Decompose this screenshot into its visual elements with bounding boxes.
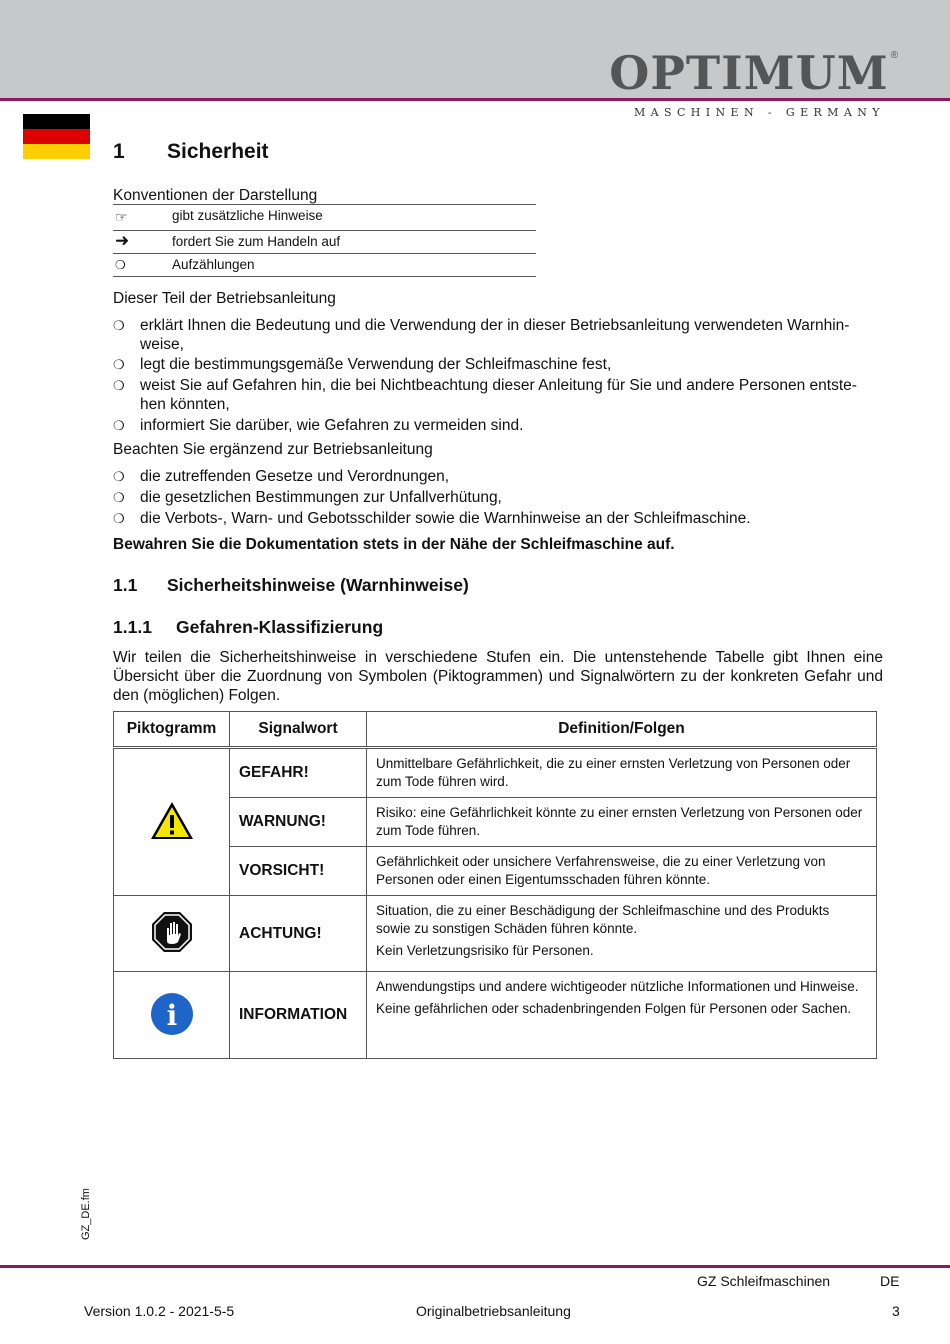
definition-text: Keine gefährlichen oder schadenbringenden Folgen für Personen oder Sachen.: [376, 1001, 852, 1016]
list-item: [113, 355, 883, 374]
list-item: [113, 416, 883, 435]
footer-rule: [0, 1265, 950, 1268]
subsection-title: Sicherheitshinweise (Warnhinweise): [167, 575, 469, 595]
convention-text: Aufzählungen: [172, 257, 255, 272]
definition-cell: [367, 896, 877, 972]
table-row: [114, 748, 877, 798]
signal-word: WARNUNG!: [230, 798, 367, 847]
header-definition: Definition/Folgen: [367, 712, 877, 748]
list-item: [113, 376, 883, 414]
bold-note: Bewahren Sie die Dokumentation stets in der Nähe der Schleifmaschine auf.: [113, 536, 675, 553]
bullet-circle-icon: ❍: [113, 318, 125, 333]
list-item-text: weist Sie auf Gefahren hin, die bei Nichtbeachtung dieser Anleitung für Sie und andere Personen entste-: [140, 377, 857, 394]
convention-text: fordert Sie zum Handeln auf: [172, 234, 341, 249]
optimum-logo: [609, 46, 898, 100]
classification-text: Wir teilen die Sicherheitshinweise in verschiedene Stufen ein. Die untenstehende Tabelle gibt Ihnen eine Übersicht über die Zuordnung von Symbolen (Piktogrammen) und Signalwörtern zu der konkreten Gefahr und den (möglichen) Folgen.: [113, 649, 883, 704]
definition-text: Anwendungstips und andere wichtigeoder nützliche Informationen und Hinweise.: [376, 979, 859, 994]
subsubsection-title: Gefahren-Klassifizierung: [176, 617, 384, 637]
stop-hand-icon: [151, 911, 193, 953]
footer-language: DE: [880, 1273, 900, 1289]
table-row: [114, 896, 877, 972]
section-number: 1: [113, 140, 125, 163]
signal-word: INFORMATION: [230, 972, 367, 1059]
footer-document: Originalbetriebsanleitung: [416, 1303, 571, 1319]
list-item-text: legt die bestimmungsgemäße Verwendung der Schleifmaschine fest,: [140, 356, 612, 373]
conventions-table: [113, 204, 536, 277]
arrow-right-icon: ➜: [115, 231, 130, 250]
definition-text: Gefährlichkeit oder unsichere Verfahrensweise, die zu einer Verletzung von Personen oder einen Eigentumsschaden führen könnte.: [376, 854, 826, 887]
pointing-hand-icon: ☞: [115, 209, 128, 225]
page-number: 3: [892, 1303, 900, 1319]
list-item-text: die gesetzlichen Bestimmungen zur Unfallverhütung,: [140, 489, 502, 506]
hazard-table: [113, 711, 877, 1059]
subsubsection-heading: [113, 617, 383, 638]
header-signalwort: Signalwort: [230, 712, 367, 748]
section-title: Sicherheit: [167, 140, 269, 163]
signal-word: GEFAHR!: [230, 748, 367, 798]
footer-version: Version 1.0.2 - 2021-5-5: [84, 1303, 235, 1319]
information-icon: [150, 992, 194, 1036]
bullet-circle-icon: ❍: [115, 258, 126, 272]
bullet-circle-icon: ❍: [113, 378, 125, 393]
table-row: [114, 972, 877, 1059]
list-item: [113, 509, 883, 528]
definition-text: Risiko: eine Gefährlichkeit könnte zu einer ernsten Verletzung von Personen oder zum Tode führen.: [376, 805, 863, 838]
definition-cell: [367, 847, 877, 896]
logo-registered: ®: [890, 50, 898, 61]
warning-pictogram-cell: [114, 748, 230, 896]
list-item-text: die Verbots-, Warn- und Gebotsschilder sowie die Warnhinweise an der Schleifmaschine.: [140, 510, 751, 527]
list-item-text: weise,: [140, 336, 184, 353]
part-intro: Dieser Teil der Betriebsanleitung: [113, 290, 336, 307]
definition-cell: [367, 748, 877, 798]
bullet-circle-icon: ❍: [113, 490, 125, 505]
list-item-text: informiert Sie darüber, wie Gefahren zu vermeiden sind.: [140, 417, 524, 434]
bullet-circle-icon: ❍: [113, 511, 125, 526]
information-pictogram-cell: [114, 972, 230, 1059]
section-heading: [113, 140, 269, 164]
header-piktogramm: Piktogramm: [114, 712, 230, 748]
conventions-heading: Konventionen der Darstellung: [113, 187, 318, 204]
subsection-number: 1.1: [113, 575, 138, 595]
convention-text: gibt zusätzliche Hinweise: [172, 208, 323, 223]
info-letter: i: [166, 998, 177, 1032]
definition-text: Kein Verletzungsrisiko für Personen.: [376, 943, 594, 958]
conventions-row: [113, 204, 536, 231]
warning-triangle-icon: [149, 800, 195, 842]
conventions-row: [113, 254, 536, 277]
footer-product: GZ Schleifmaschinen: [697, 1273, 831, 1289]
table-header-row: [114, 712, 877, 748]
logo-word: OPTIMUM: [609, 46, 889, 100]
list-item: [113, 488, 883, 507]
bullet-circle-icon: ❍: [113, 357, 125, 372]
definition-text: Unmittelbare Gefährlichkeit, die zu einer ernsten Verletzung von Personen oder zum Tode führen wird.: [376, 756, 851, 789]
caution-pictogram-cell: [114, 896, 230, 972]
bullet-circle-icon: ❍: [113, 418, 125, 433]
bullet-circle-icon: ❍: [113, 469, 125, 484]
definition-cell: [367, 798, 877, 847]
subsubsection-number: 1.1.1: [113, 617, 152, 637]
german-flag-icon: [23, 114, 90, 159]
definition-text: Situation, die zu einer Beschädigung der Schleifmaschine und des Produkts sowie zu sonstigen Schäden führen könnte.: [376, 903, 830, 936]
list-item: [113, 316, 883, 354]
observe-intro: Beachten Sie ergänzend zur Betriebsanleitung: [113, 441, 433, 458]
logo-subtitle: MASCHINEN - GERMANY: [634, 106, 885, 119]
subsection-heading: [113, 575, 469, 596]
signal-word: ACHTUNG!: [230, 896, 367, 972]
signal-word: VORSICHT!: [230, 847, 367, 896]
list-item-text: hen könnten,: [140, 396, 230, 413]
list-item-text: erklärt Ihnen die Bedeutung und die Verwendung der in dieser Betriebsanleitung verwendeten Warnhin-: [140, 317, 850, 334]
list-item: [113, 467, 883, 486]
conventions-row: [113, 231, 536, 254]
definition-cell: [367, 972, 877, 1059]
list-item-text: die zutreffenden Gesetze und Verordnungen,: [140, 468, 450, 485]
side-file-label: GZ_DE.fm: [80, 1188, 92, 1240]
